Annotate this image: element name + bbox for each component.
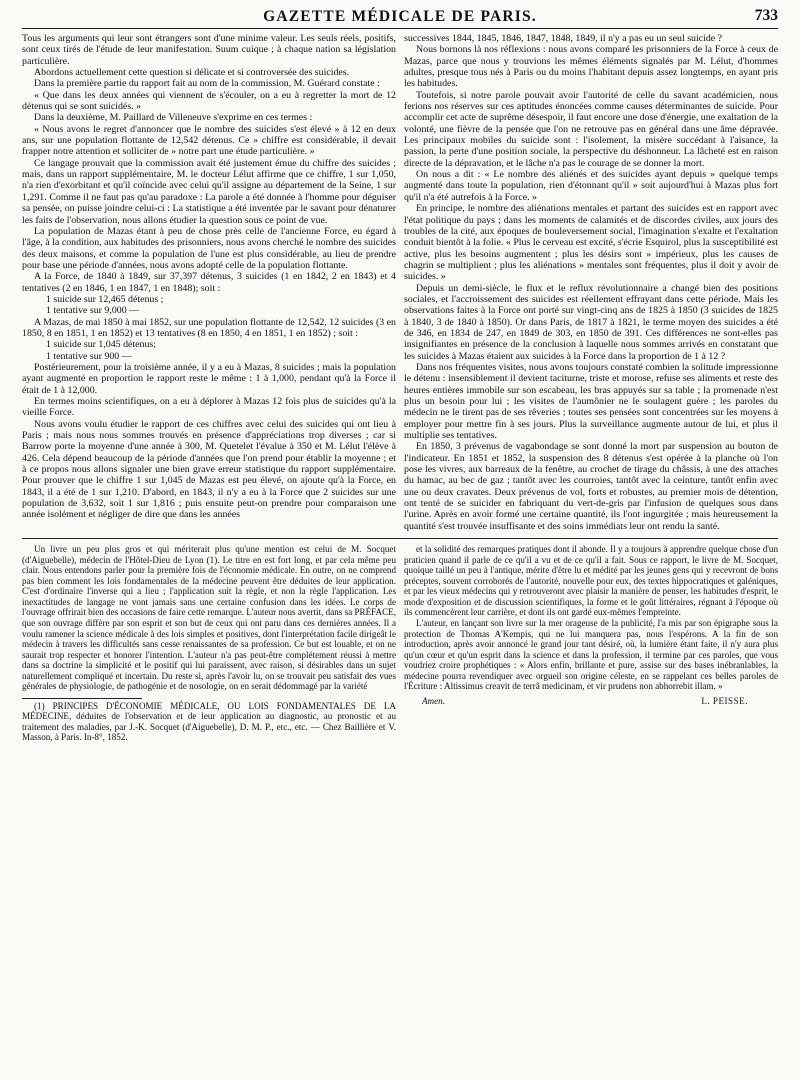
paragraph: Nous avons voulu étudier le rapport de ces chiffres avec celui des suicides qui ont lieu à Paris ; mais nous nous sommes trouvés en présence d'appréciations trop diverses ; car si Barrow porte la moyenne d'une année à 300, M. Quetelet l'évalue à 350 et M. Lélut l'élève à 426. Cela dépend beaucoup de la période d'années que l'on prend pour établir la moyenne ; et à ce propos nous allons signaler une bien grave erreur statistique du rapport supplémentaire. Pour prouver que le chiffre 1 sur 1,045 de Mazas est peu élevé, on ajoute qu'à la Force, en 1843, il a été de 1 sur 1,210. D'abord, en 1843, il n'y a eu à la Force que 2 suicides sur une population de 3,632, soit 1 sur 1,816 ; puis ensuite peut-on prendre pour comparaison une année isolément et négliger de dire que dans les années: [22, 418, 396, 521]
paragraph: A Mazas, de mai 1850 à mai 1852, sur une population flottante de 12,542, 12 suicides (3 en 1850, 8 en 1851, 1 en 1852) et 13 tentatives (8 en 1850, 4 en 1851, 1 en 1852) ; soit :: [22, 316, 396, 339]
article-columns: [22, 33, 778, 532]
journal-title: GAZETTE MÉDICALE DE PARIS.: [263, 8, 537, 25]
review-right-column: [404, 544, 778, 743]
paragraph: « Nous avons le regret d'annoncer que le nombre des suicides s'est élevé » à 12 en deux ans, sur une population flottante de 12,542 détenus. Ce » chiffre est considérable, il devait frapper notre attention et solliciter de » notre part une étude particulière. »: [22, 123, 396, 158]
footnote: [22, 701, 396, 743]
paragraph: Toutefois, si notre parole pouvait avoir l'autorité de celle du savant académicien, nous ferions nos réserves sur ces aptitudes énoncées comme causes déterminantes de suicide. Pour accomplir cet acte de suprême désespoir, il faut encore une dose d'énergie, une exaltation de la volonté, une fièvre de la pensée que l'on ne retrouve pas en général dans une âme dépravée. Les principaux mobiles du suicide sont : l'isolement, la misère succédant à l'aisance, la passion, la perte d'une position sociale, la perspective du déshonneur. La lâcheté est en raison directe de la dépravation, et le lâche n'a pas le courage de se donner la mort.: [404, 89, 778, 169]
book-review: [22, 544, 778, 743]
paragraph: Ce langage prouvait que la commission avait été justement émue du chiffre des suicides ; mais, dans un rapport supplémentaire, M. le docteur Lélut affirme que ce chiffre, 1 sur 1,050, n'a rien d'exorbitant et qu'il coïncide avec celui qu'il assigne au département de la Seine, 1 sur 1,291. Comme il ne faut pas qu'au paradoxe : La parole a été donnée à l'homme pour déguiser sa pensée, on puisse joindre celui-ci : La statistique a été inventée par le savant pour dénaturer les faits de l'observation, nous allons étudier la question sous ce point de vue.: [22, 157, 396, 226]
paragraph: 1 suicide sur 1,045 détenus;: [46, 339, 156, 351]
page-number: 733: [754, 7, 778, 24]
review-paragraph: Un livre un peu plus gros et qui mériterait plus qu'une mention est celui de M. Socquet (d'Aiguebelle), médecin de l'Hôtel-Dieu de Lyon (1). Le titre en est fort long, et par cela même peu clair. Nous entendons parler pour la première fois de l'économie médicale. En outre, on ne comprend pas bien comment les lois fondamentales de la médecine peuvent être déduites de leur application. C'est d'ordinaire l'inverse qui a lieu ; l'application suit la règle, et non la règle l'application. Les inexactitudes de langage ne vont jamais sans une certaine confusion dans les idées. Le corps de l'ouvrage offrirait bien des occasions de faire cette remarque. L'auteur nous avertit, dans sa PRÉFACE, que son ouvrage diffère par son esprit et son but de ceux qui ont paru dans ces dernières années. Il a voulu ramener la science médicale à des lois simples et positives, dont l'interprétation facile dirigeât le médecin à travers les difficultés sans cesse renaissantes de sa profession. Ce but est louable, et on ne saurait trop respecter et honorer l'intention. L'auteur n'a pas peut-être complétement réussi à mettre dans sa doctrine la simplicité et le positif qui lui paraissent, avec raison, si désirables dans un sujet naturellement compliqué et incertain. Du reste si, après l'avoir lu, on se trouvait peu satisfait des vues générales de physiologie, de pathogénie et de nosologie, on en serait dédommagé par la variété: [22, 544, 396, 692]
left-column: [22, 33, 396, 532]
closing-amen: Amen.: [422, 695, 445, 706]
paragraph: Dans nos fréquentes visites, nous avons toujours constaté combien la solitude impressionne le détenu : insensiblement il devient taciturne, triste et morose, refuse ses aliments et reste des heures entières immobile sur son escabeau, les bras appuyés sur sa table ; la promenade n'est plus un besoin pour lui ; les visites de l'aumônier ne le soulagent guère ; les paroles du médecin ne le tirent pas de ses rêveries ; toutes ses pensées sont concentrées sur les moyens à employer pour mettre fin à ses jours. Plus la surveillance augmente autour de lui, et plus il multiplie ses tentatives.: [404, 361, 778, 442]
paragraph: Depuis un demi-siècle, le flux et le reflux révolutionnaire a changé bien des positions sociales, et l'accroissement des suicides est réellement effrayant dans cette période. Mais les observations faites à la Force ont porté sur vingt-cinq ans de 1825 à 1850 (3 suicides de 1825 à 1840, 3 de 1840 à 1850). Or dans Paris, de 1817 à 1821, le terme moyen des suicides a été de 346, en 1834 de 247, en 1849 de 303, en 1850 de 391. Ces différences ne sont-elles pas insignifiantes en présence de la conclusion à laquelle nous sommes arrivés en constatant que les suicides à Mazas étaient aux suicides à la Force dans la proportion de 1 à 12 ?: [404, 282, 778, 362]
section-divider: [22, 538, 778, 539]
paragraph: La population de Mazas étant à peu de chose près celle de l'ancienne Force, eu égard à l'âge, à la condition, aux habitudes des prisonniers, nous avons cherché le nombre des suicides des deux maisons, et comme la population de l'une est plus considérable, au lieu de prendre pour base une période d'années, nous avons adopté celle de la population flottante.: [22, 225, 396, 271]
paragraph: 1 tentative sur 9,000 —: [46, 305, 139, 317]
paragraph: En 1850, 3 prévenus de vagabondage se sont donné la mort par suspension au bouton de l'indicateur. En 1851 et 1852, la suspension des 8 détenus s'est opérée à la planche où l'on pose les vivres, aux barreaux de la fenêtre, au crochet de tirage du châssis, à une des attaches du hamac, au bec de gaz ; tantôt avec les courroies, tantôt avec la ceinture, tantôt enfin avec une ou deux cravates. Deux prévenus de vol, forts et robustes, au premier mois de détention, ont tenté de se suicider en fabriquant du vert-de-gris par l'infusion de quelques sous dans l'urine. Après en avoir formé une certaine quantité, ils l'ont ingurgitée ; mais heureusement la quantité s'est trouvée insuffisante et des soins immédiats leur ont rendu la santé.: [404, 441, 778, 532]
page-header: [22, 6, 778, 29]
paragraph: 1 suicide sur 12,465 détenus ;: [46, 293, 164, 305]
paragraph: successives 1844, 1845, 1846, 1847, 1848, 1849, il n'y a pas eu un seul suicide ?: [404, 33, 723, 44]
footnote-text: (1) PRINCIPES D'ÉCONOMIE MÉDICALE, OU LOIS FONDAMENTALES DE LA MÉDECINE, déduites de l'observation et de leur application au diagnostic, au pronostic et au traitement des maladies, par J.-K. Socquet (d'Aiguebelle), D. M. P., etc., etc. — Chez Baillière et V. Masson, à Paris. In-8°, 1852.: [22, 700, 396, 743]
review-paragraph: et la solidité des remarques pratiques dont il abonde. Il y a toujours à apprendre quelque chose d'un praticien quand il parle de ce qu'il a vu et de ce qu'il a fait. Sous ce rapport, le livre de M. Socquet, quoique taillé un peu à l'antique, mérite d'être lu et médité par les jeunes gens qui y recevront de bons préceptes, souvent corroborés de l'autorité, nouvelle pour eux, des textes hippocratiques et galéniques, et par les vieux médecins qui y retrouveront avec plaisir la manière de penser, les habitudes d'esprit, le mode d'exposition et de discussion scientifiques, la forme et le goût littéraires, régnant à l'époque où ils commencèrent leur carrière, et dont ils ont gardé eux-mêmes l'empreinte.: [404, 544, 778, 618]
paragraph: On nous a dit : « Le nombre des aliénés et des suicides ayant depuis » quelque temps augmenté dans toute la population, rien d'étonnant qu'il » soit aujourd'hui à Mazas plus fort qu'il n'a été autrefois à la Force. »: [404, 169, 778, 203]
paragraph: Nous bornons là nos réflexions : nous avons comparé les prisonniers de la Force à ceux de Mazas, parce que nous y trouvions les mêmes éléments signalés par M. Lélut, d'hommes adultes, presque tous nés à Paris ou du moins l'habitant depuis assez longtemps, en ayant pris les habitudes.: [404, 44, 778, 90]
paragraph: En principe, le nombre des aliénations mentales et partant des suicides est en rapport avec l'état politique du pays ; dans les moments de calamités et de discordes civiles, aux jours des troubles de la cité, aux époques de bouleversement social, l'imagination s'exalte et l'exaltation conduit bientôt à la folie. « Plus le cerveau est excité, s'écrie Esquirol, plus la susceptibilité est active, plus les besoins augmentent ; plus les désirs sont » impérieux, plus les causes de chagrin se multiplient ; plus les aliénations » mentales sont fréquentes, plus il doit y avoir de suicides. »: [404, 203, 778, 283]
right-column: [404, 33, 778, 532]
paragraph: A la Force, de 1840 à 1849, sur 37,397 détenus, 3 suicides (1 en 1842, 2 en 1843) et 4 tentatives (2 en 1846, 1 en 1847, 1 en 1848); soit :: [22, 271, 396, 294]
paragraph: Abordons actuellement cette question si délicate et si controversée des suicides.: [34, 67, 350, 79]
footnote-divider: [22, 698, 142, 699]
review-left-column: [22, 544, 396, 743]
paragraph: « Que dans les deux années qui viennent de s'écouler, on a eu à regretter la mort de 12 détenus qui se sont suicidés. »: [22, 89, 396, 113]
paragraph: 1 tentative sur 900 —: [46, 350, 132, 362]
review-paragraph: L'auteur, en lançant son livre sur la mer orageuse de la publicité, l'a mis par son épigraphe sous la protection de Thomas A'Kempis, qui ne lui manquera pas, nous l'espérons. A la fin de son introduction, après avoir annoncé le grand jour tant désiré, où, la lumière étant faite, il n'y aura plus qu'un cœur et qu'un esprit dans la science et dans la profession, il termine par ces paroles, que vous voudriez croire prophétiques : « Alors enfin, brillante et pure, assise sur des bases inébranlables, la médecine pourra revendiquer avec orgueil son origine céleste, en se rappelant ces belles paroles de l'Écriture : Altissimus creavit de terrâ medicinam, et vir prudens non abhorrebit illam. »: [404, 617, 778, 692]
paragraph: Tous les arguments qui leur sont étrangers sont d'une minime valeur. Les seuls réels, positifs, sont ceux tirés de l'étude de leur manifestation. Suum cuique ; à chaque nation sa législation particulière.: [22, 33, 396, 67]
paragraph: Dans la deuxième, M. Paillard de Villeneuve s'exprime en ces termes :: [34, 112, 313, 124]
paragraph: Postérieurement, pour la troisième année, il y a eu à Mazas, 8 suicides ; mais la population ayant augmenté en proportion le rapport reste le même : 1 à 1,000, pendant qu'à la Force il était de 1 à 12,000.: [22, 361, 396, 396]
paragraph: Dans la première partie du rapport fait au nom de la commission, M. Guérard constate :: [34, 78, 380, 90]
paragraph: En termes moins scientifiques, on a eu à déplorer à Mazas 12 fois plus de suicides qu'à la vieille Force.: [22, 396, 396, 419]
author-signature: L. PEISSE.: [701, 696, 748, 707]
